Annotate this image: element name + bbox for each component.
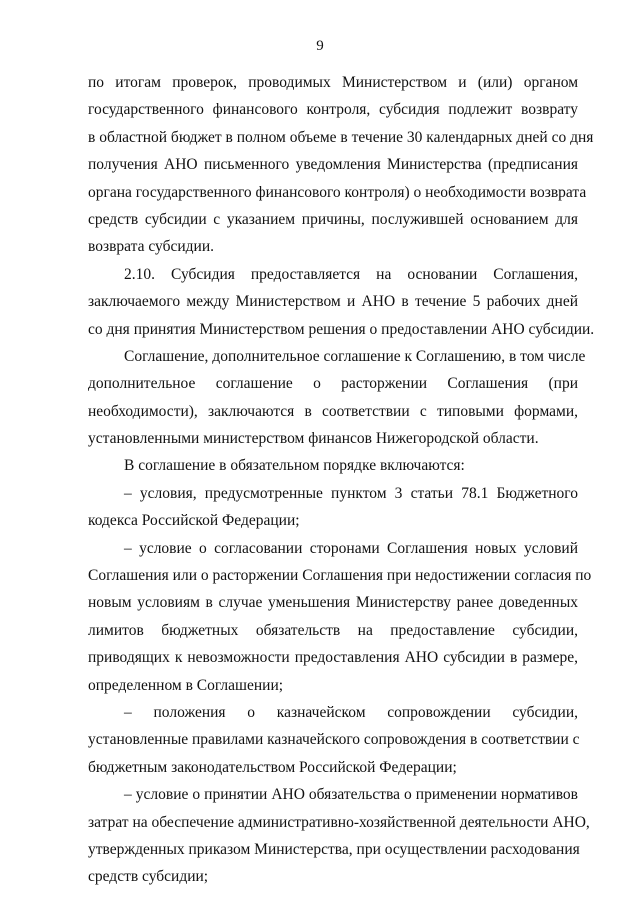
list-item-new-conditions (88, 535, 592, 699)
text-line: приводящих к невозможности предоставления АНО субсидии в размере, (88, 649, 578, 667)
text-line: государственного финансового контроля, субсидия подлежит возврату (88, 101, 578, 119)
paragraph-agreement-forms (88, 343, 586, 453)
text-line: бюджетным законодательством Российской Федерации; (88, 758, 457, 776)
document-body (88, 69, 595, 891)
list-item-treasury-support (88, 699, 578, 781)
text-line: – условия, предусмотренные пунктом 3 статьи 78.1 Бюджетного (124, 484, 578, 502)
paragraph-2-10 (88, 261, 595, 343)
paragraph-mandatory-intro (88, 452, 578, 479)
text-line: 2.10. Субсидия предоставляется на основании Соглашения, (124, 265, 578, 283)
page-number: 9 (316, 38, 324, 54)
text-line: новым условиям в случае уменьшения Министерству ранее доведенных (88, 594, 578, 612)
text-line: в областной бюджет в полном объеме в течение 30 календарных дней со дня (88, 128, 594, 146)
text-line: дополнительное соглашение о расторжении Соглашения (при (88, 375, 578, 393)
text-line: получения АНО письменного уведомления Министерства (предписания (88, 156, 578, 174)
text-line: В соглашение в обязательном порядке включаются: (124, 457, 465, 475)
text-line: лимитов бюджетных обязательств на предоставление субсидии, (88, 621, 578, 639)
text-line: возврата субсидии. (88, 238, 214, 256)
text-line: – положения о казначейском сопровождении субсидии, (124, 703, 578, 721)
text-line: утвержденных приказом Министерства, при осуществлении расходования (88, 840, 580, 858)
text-line: со дня принятия Министерством решения о предоставлении АНО субсидии. (88, 320, 595, 338)
text-line: заключаемого между Министерством и АНО в течение 5 рабочих дней (88, 293, 578, 311)
text-line: Соглашения или о расторжении Соглашения при недостижении согласия по (88, 567, 592, 585)
text-line: средств субсидии с указанием причины, послужившей основанием для (88, 210, 578, 228)
text-line: – условие о согласовании сторонами Соглашения новых условий (124, 539, 578, 557)
text-line: органа государственного финансового контроля) о необходимости возврата (88, 183, 587, 201)
text-line: определенном в Соглашении; (88, 676, 284, 694)
text-line: установленными министерством финансов Нижегородской области. (88, 430, 539, 448)
text-line: средств субсидии; (88, 868, 209, 886)
text-line: Соглашение, дополнительное соглашение к Соглашению, в том числе (124, 347, 586, 365)
list-item-conditions-78-1 (88, 480, 578, 535)
paragraph-subsidy-return (88, 69, 594, 261)
text-line: затрат на обеспечение административно-хозяйственной деятельности АНО, (88, 813, 590, 831)
text-line: – условие о принятии АНО обязательства о применении нормативов (124, 786, 578, 804)
list-item-cost-norms (88, 781, 590, 891)
text-line: установленные правилами казначейского сопровождения в соответствии с (88, 731, 580, 749)
text-line: кодекса Российской Федерации; (88, 512, 300, 530)
text-line: необходимости), заключаются в соответствии с типовыми формами, (88, 402, 578, 420)
text-line: по итогам проверок, проводимых Министерством и (или) органом (88, 74, 578, 91)
